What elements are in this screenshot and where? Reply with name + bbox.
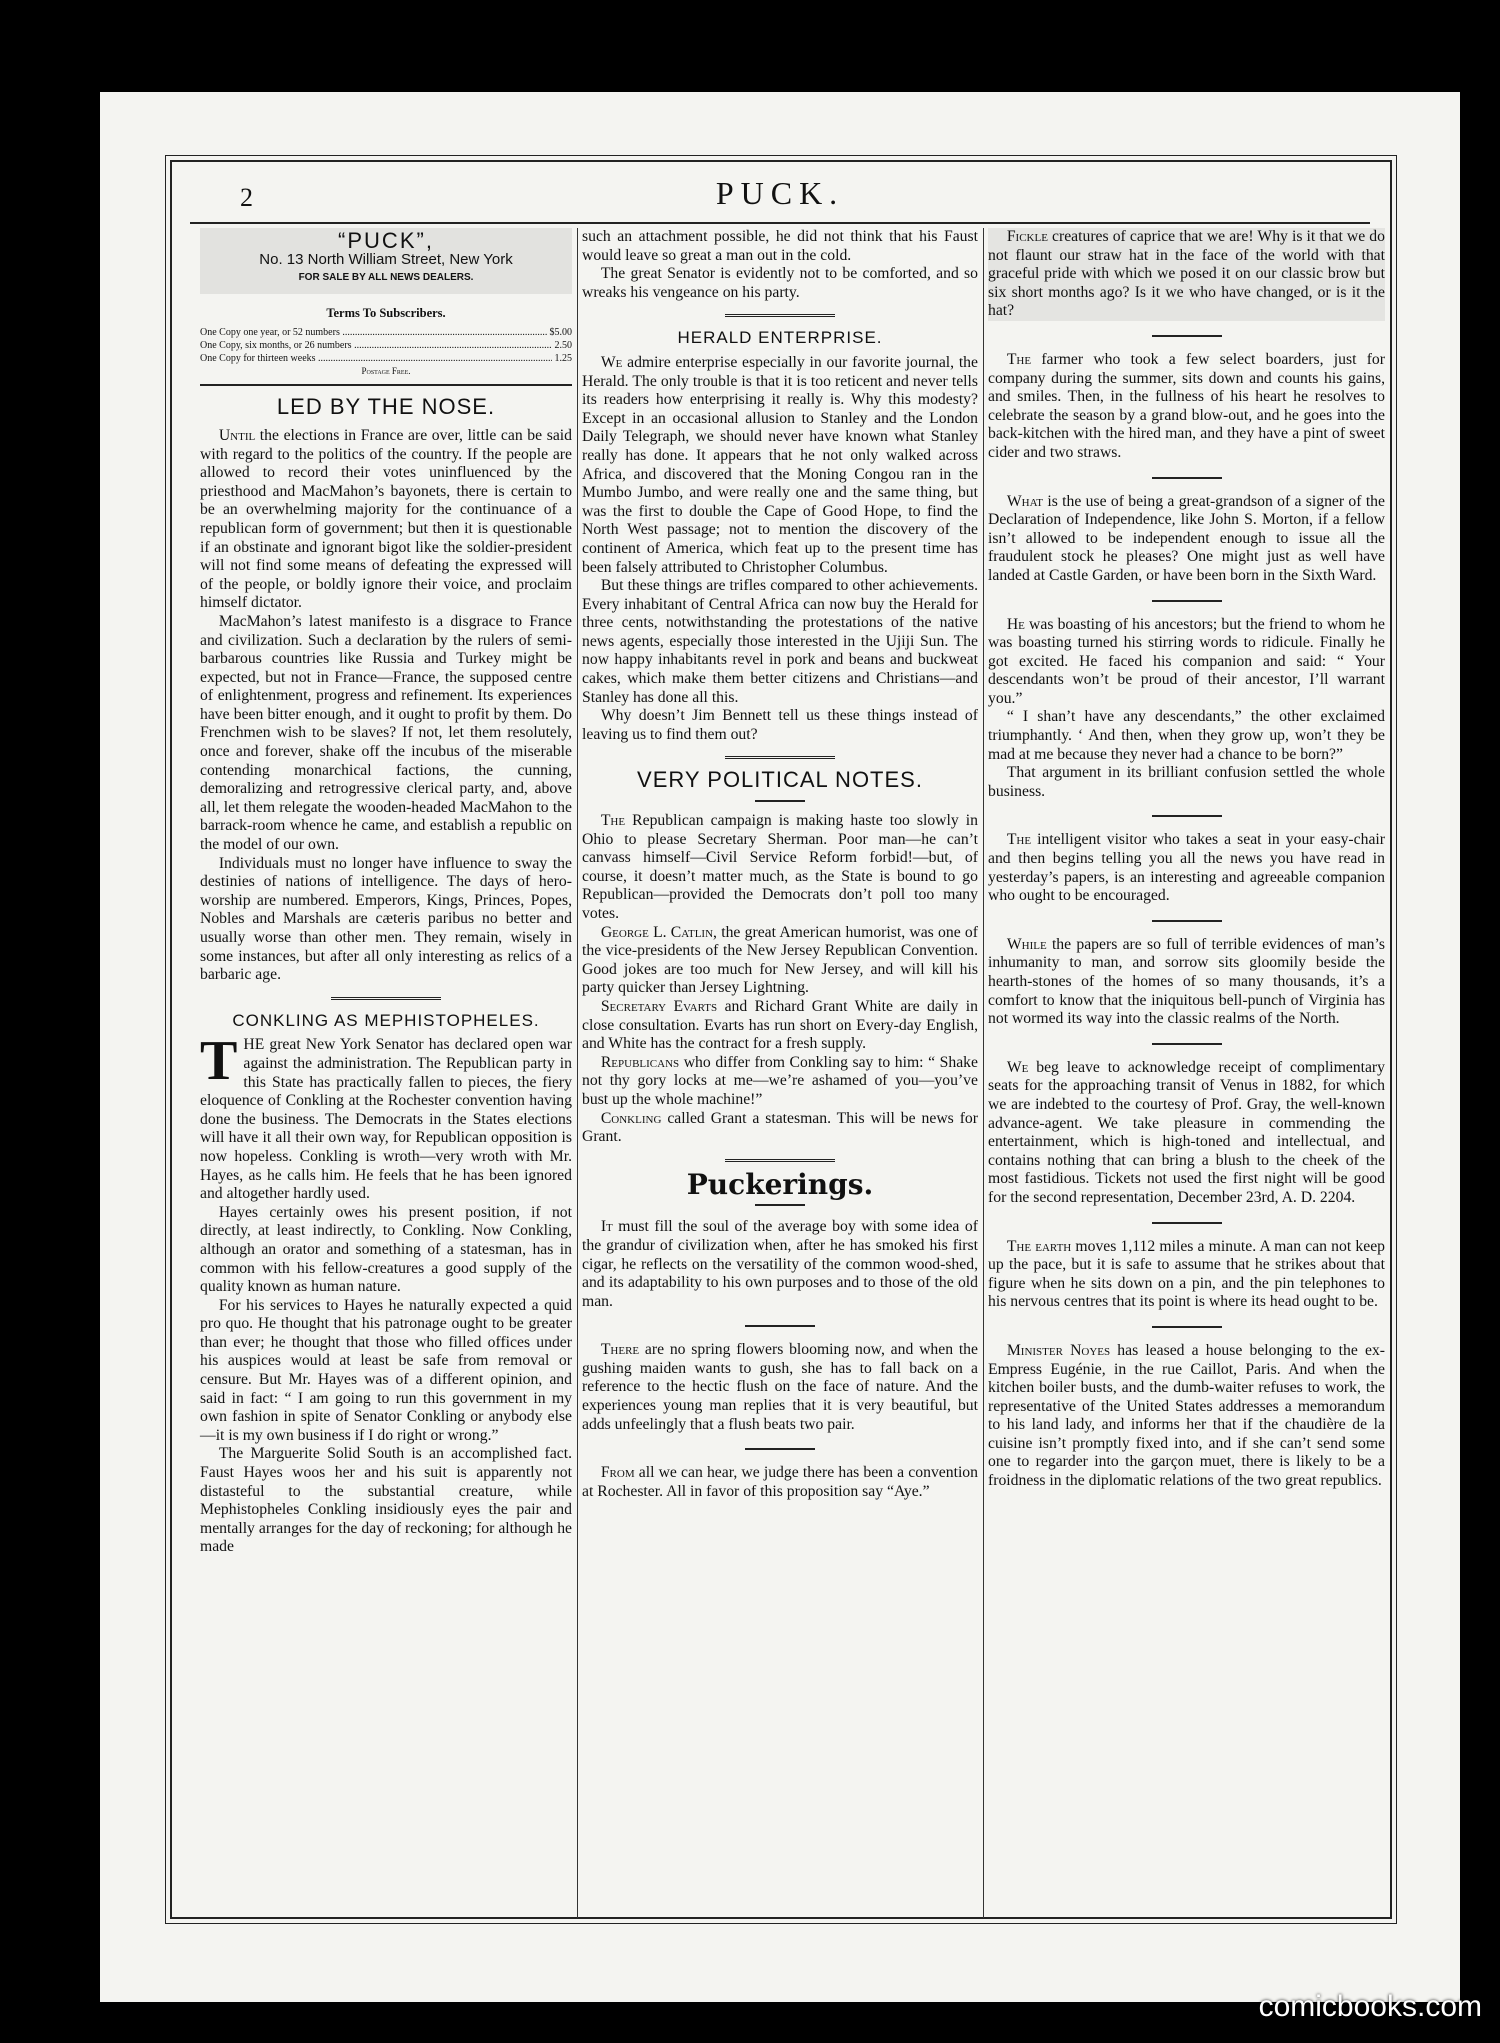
article-paragraph: We admire enterprise especially in our favorite journal, the Herald. The only trouble is that it is too reticent and never tells its readers how enterprising it really is. Why this modesty? Except in an occasional allusion to Stanley and the London Daily Telegraph, we should never have known what Stanley really has done. It appears that he not only walked across Africa, and discovered that the Moning Congou ran in the Mumbo Jumbo, and were really one and the same thing, but was the first to double the Cape of Good Hope, to find the North West passage; not to mention the discovery of the continent of America, which feat up to the present time has been falsely attributed to Christopher Columbus. [582, 353, 978, 576]
article-title-led-by-the-nose: LED BY THE NOSE. [276, 394, 496, 420]
terms-heading: Terms To Subscribers. [326, 305, 446, 320]
article-paragraph: Secretary Evarts and Richard Grant White are daily in close consultation. Evarts has run short on Every-day English, and White has the contract for a fresh supply. [582, 997, 979, 1053]
article-paragraph: Minister Noyes has leased a house belonging to the ex-Empress Eugénie, in the rue Caillot, Paris. And when the kitchen boiler busts, and the dumb-waiter refuses to work, the representative of the United States addresses a memorandum to his land lady, and informs her that if the chaudière de la cuisine isn’t promptly fixed into, and if she can’t send some one to regarder into the garçon muet, there is likely to be a froidness in the diplomatic relations of the two great republics. [988, 1341, 1386, 1490]
header-rule [190, 222, 1370, 224]
article-paragraph: Fickle creatures of caprice that we are! Why is it that we do not flaunt our straw hat in the face of the world with that graceful pride with which we posed it on our classic brow but six short months ago? Is it we who have changed, or is it the hat? [988, 228, 1385, 320]
sale-notice: FOR SALE BY ALL NEWS DEALERS. [298, 272, 474, 284]
column-3 [988, 228, 1385, 1491]
section-divider [331, 997, 441, 1000]
item-divider [745, 1448, 815, 1450]
article-paragraph: George L. Catlin, the great American humorist, was one of the vice-presidents of the New Jersey Republican Convention. Good jokes are too much for New Jersey, and will kill his party quicker than Jersey Lightning. [582, 923, 978, 997]
column-rule-2 [983, 228, 984, 1918]
article-paragraph: What is the use of being a great-grandson of a signer of the Declaration of Independence, like John S. Morton, if a fellow isn’t allowed to be independent enough to issue all the fraudulent stock he pleases? One might just as well have landed at Castle Garden, or have been born in the Sixth Ward. [988, 492, 1385, 584]
article-paragraph: The earth moves 1,112 miles a minute. A man can not keep up the pace, but it is safe to assume that he strikes about that figure when he sits down on a pin, and the pin telephones to his nervous centres that its point is where its head ought to be. [988, 1237, 1386, 1311]
article-title-conkling: CONKLING AS MEPHISTOPHELES. [232, 1010, 540, 1030]
article-paragraph: MacMahon’s latest manifesto is a disgrace to France and civilization. Such a declaration by the rulers of semi-barbarous countries like Russia and Turkey might be expected, but not in France—France, the supposed centre of enlightenment, progress and refinement. Its experiences have been bitter enough, and it ought to profit by them. Do Frenchmen wish to be slaves? If not, let them resolutely, once and forever, shake off the incubus of the miserable contending monarchical factions, the cunning, demoralizing and retrogressive clerical party, and, above all, let them relegate the wooden-headed MacMahon to the barrack-room whence he came, and establish a republic on the model of our own. [200, 612, 572, 854]
article-title-very-political-notes: VERY POLITICAL NOTES. [637, 767, 923, 793]
publication-name: “PUCK”, [338, 228, 434, 253]
drop-cap: T [200, 1030, 238, 1093]
column-1 [200, 228, 572, 1557]
title-rule [755, 800, 805, 802]
article-paragraph: such an attachment possible, he did not think that his Faust would leave so great a man out in the cold. [582, 228, 978, 264]
page-header [190, 175, 1370, 220]
column-rule-1 [577, 228, 578, 1918]
article-title-herald-enterprise: HERALD ENTERPRISE. [677, 328, 883, 348]
article-paragraph: We beg leave to acknowledge receipt of complimentary seats for the approaching transit of Venus in 1882, for which we are indebted to the courtesy of Prof. Gray, the well-known advance-agent. We take pleasure in commending the entertainment, which is high-toned and intellectual, and contains nothing that can bring a blush to the cheek of the most fastidious. Tickets not used the first night will be good for the second representation, December 23rd, A. D. 2204. [988, 1058, 1385, 1206]
item-divider [1152, 477, 1222, 479]
section-divider [725, 314, 835, 317]
postage-note: Postage Free. [361, 366, 411, 377]
article-paragraph: The great Senator is evidently not to be comforted, and so wreaks his vengeance on his party. [582, 265, 978, 301]
watermark: comicbooks.com [1258, 1990, 1482, 2023]
article-paragraph: Until the elections in France are over, little can be said with regard to the politics of the country. If the people are allowed to record their votes uninfluenced by the priesthood and MacMahon’s bayonets, there is certain to be an overwhelming majority for the continuance of a republican form of government; but then it is questionable if an obstinate and ignorant bigot like the soldier-president will not find some means of defeating the expressed will of the people, or boldly ignore their voice, and proclaim himself dictator. [200, 426, 572, 612]
item-divider [745, 1325, 815, 1327]
article-paragraph: For his services to Hayes he naturally expected a quid pro quo. He thought that his patronage ought to be greater than ever; he thought that those who filled offices under his auspices would at least be safe from removal or censure. But Mr. Hayes was of a different opinion, and said in fact: “ I am going to run this government in my own fashion in spite of Senator Conkling or anybody else—it is my own business if I do right or wrong.” [200, 1296, 572, 1444]
section-divider [725, 756, 835, 759]
article-paragraph: He was boasting of his ancestors; but the friend to whom he was boasting turned his stirring words to ridicule. Finally he got excited. He faced his companion and said: “ Your descendants won’t be proud of their ancestor, I’ll warrant you.” [988, 615, 1385, 707]
item-divider [1152, 815, 1222, 817]
title-rule [755, 1204, 805, 1206]
column-2 [582, 228, 978, 1501]
item-divider [1152, 1326, 1222, 1328]
article-paragraph: The farmer who took a few select boarders, just for company during the summer, sits down and counts his gains, and smiles. Then, in the fullness of his heart he resolves to celebrate the season by a grand blow-out, and he goes into the back-kitchen with the hired man, and they have a pint of sweet cider and two straws. [988, 350, 1385, 461]
terms-row: One Copy one year, or 52 numbers ..... $5.00 [200, 326, 572, 339]
article-paragraph: The Republican campaign is making haste too slowly in Ohio to please Secretary Sherman. Poor man—he can’t canvass himself—Civil Service Reform forbid!—but, of course, it doesn’t matter much, as the State is bound to go Republican—provided the Democrats don’t poll too many votes. [582, 812, 978, 922]
article-paragraph: Why doesn’t Jim Bennett tell us these things instead of leaving us to find them out? [582, 707, 978, 743]
item-divider [1152, 1222, 1222, 1224]
item-divider [1152, 920, 1222, 922]
article-paragraph: It must fill the soul of the average boy with some idea of the grandur of civilization when, after he has smoked his first cigar, he reflects on the versatility of the common wood-shed, and its adaptability to his own purposes and to those of the old man. [582, 1218, 978, 1310]
article-paragraph: THE great New York Senator has declared open war against the administration. The Republican party in this State has practically fallen to pieces, the fiery eloquence of Conkling at the Rochester convention having done the business. The Democrats in the States elections will have it all their own way, for Republican opposition is now hopeless. Conkling is wroth—very wroth with Mr. Hayes, as he calls him. He feels that he has been ignored and altogether hardly used. [200, 1030, 572, 1203]
item-divider [1152, 1043, 1222, 1045]
page-number: 2 [240, 183, 253, 212]
article-paragraph: There are no spring flowers blooming now, and when the gushing maiden wants to gush, she has to fall back on a reference to the hectic flush on the face of nature. And the experiences young man replies that it is very beautiful, but adds unfeelingly that a flush beats two pair. [582, 1341, 978, 1433]
article-paragraph: Republicans who differ from Conkling say to him: “ Shake not thy gory locks at me—we’re ashamed of you—you’ve bust up the whole machine!” [582, 1053, 978, 1108]
terms-list [200, 326, 572, 378]
subscription-box [200, 228, 572, 294]
article-paragraph: That argument in its brilliant confusion settled the whole business. [988, 764, 1385, 800]
article-paragraph: Hayes certainly owes his present position, if not directly, at least indirectly, to Conkling. Now Conkling, although an orator and something of a statesman, has in common with his fellow-creatures a good supply of the quality known as human nature. [200, 1203, 572, 1296]
article-title-puckerings: Puckerings. [686, 1167, 874, 1201]
item-divider [1152, 600, 1222, 602]
item-divider [1152, 335, 1222, 337]
box-rule [200, 384, 572, 386]
section-divider [725, 1159, 835, 1162]
article-paragraph: “ I shan’t have any descendants,” the other exclaimed triumphantly. ‘ And then, when they grow up, won’t they be mad at me because they never had a chance to be born?” [988, 708, 1385, 763]
publication-address: No. 13 North William Street, New York [259, 250, 513, 268]
masthead: PUCK. [715, 175, 845, 211]
article-paragraph: From all we can hear, we judge there has been a convention at Rochester. All in favor of this proposition say “Aye.” [582, 1464, 978, 1500]
article-paragraph: The Marguerite Solid South is an accomplished fact. Faust Hayes woos her and his suit is apparently not distasteful to the substantial creature, while Mephistopheles Conkling insidiously eyes the pair and mentally arranges for the day of reckoning; for although he made [200, 1445, 572, 1556]
article-paragraph: Conkling called Grant a statesman. This will be news for Grant. [582, 1109, 978, 1146]
terms-row: One Copy for thirteen weeks ..... 1.25 [200, 352, 572, 365]
article-paragraph: While the papers are so full of terrible evidences of man’s inhumanity to man, and sorrow sits gloomily beside the hearth-stones of the homes of so many thousands, it’s a comfort to know that the iniquitous bell-punch of Virginia has not wormed its way into the classic realms of the North. [988, 935, 1385, 1028]
article-paragraph: The intelligent visitor who takes a seat in your easy-chair and then begins telling you all the news you have read in yesterday’s papers, is an interesting and agreeable companion who ought to be encouraged. [988, 831, 1385, 905]
article-paragraph: Individuals must no longer have influence to sway the destinies of nations of intelligence. The days of hero-worship are numbered. Emperors, Kings, Princes, Popes, Nobles and Marshals are cæteris paribus no better and usually worse than other men. They remain, wisely in some instances, but after all only interesting as relics of a barbaric age. [200, 854, 572, 984]
terms-row: One Copy, six months, or 26 numbers ..... 2.50 [200, 339, 572, 352]
article-paragraph: But these things are trifles compared to other achievements. Every inhabitant of Central Africa can now buy the Herald for three cents, notwithstanding the protestations of the native news agents, especially those interested in the Ujiji Sun. The now happy inhabitants revel in pork and beans and buckweat cakes, which make them better citizens and Christians—and Stanley has done all this. [582, 577, 978, 706]
